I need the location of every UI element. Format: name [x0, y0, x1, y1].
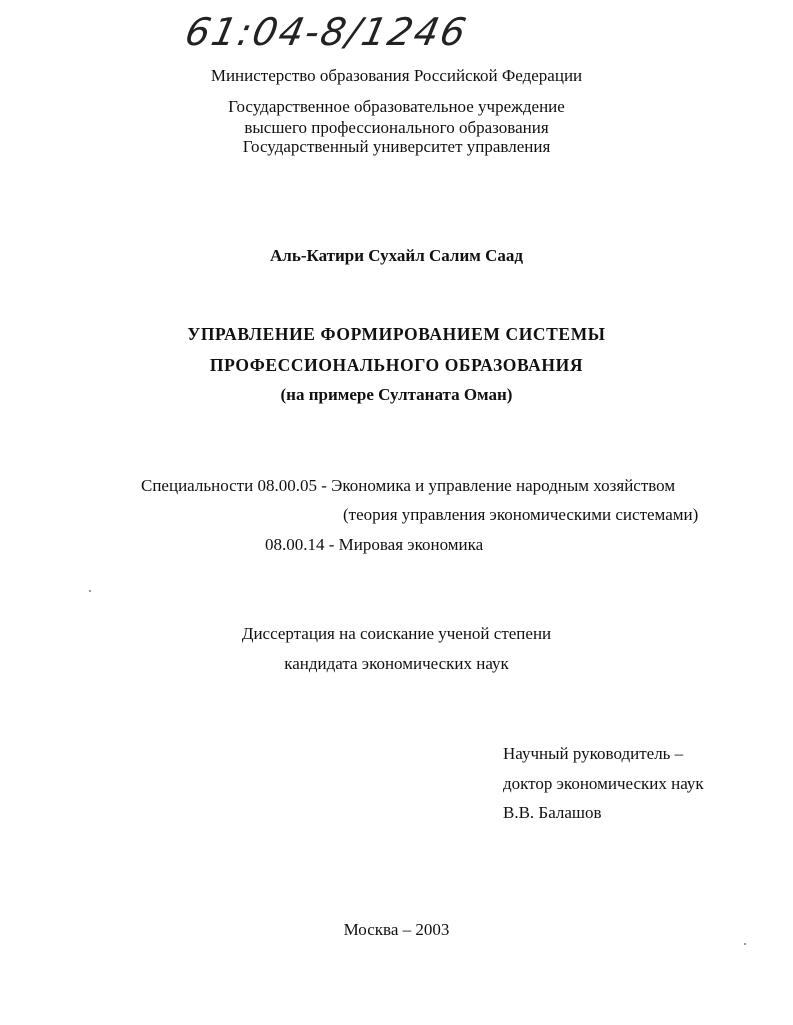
handwritten-archive-mark: 61:04-8/1246	[181, 10, 472, 54]
scan-speck	[89, 590, 91, 592]
title-subtitle: (на примере Султаната Оман)	[280, 385, 513, 404]
title-line-2: ПРОФЕССИОНАЛЬНОГО ОБРАЗОВАНИЯ	[209, 355, 584, 375]
university-name: Государственный университет управления	[242, 137, 551, 156]
degree-line-1: Диссертация на соискание ученой степени	[241, 624, 552, 643]
specialty-line-3: 08.00.14 - Мировая экономика	[265, 535, 484, 554]
institution-line-2: высшего профессионального образования	[244, 118, 549, 137]
degree-line-2: кандидата экономических наук	[284, 654, 509, 673]
supervisor-line-1: Научный руководитель –	[503, 744, 684, 763]
specialty-line-1: Специальности 08.00.05 - Экономика и управление народным хозяйством	[141, 476, 676, 495]
specialty-line-2: (теория управления экономическими системами)	[343, 505, 699, 524]
institution-line-1: Государственное образовательное учреждение	[228, 97, 565, 116]
supervisor-line-2: доктор экономических наук	[503, 774, 704, 793]
ministry-name: Министерство образования Российской Федерации	[210, 66, 583, 85]
scan-speck	[744, 943, 746, 945]
author-name: Аль-Катири Сухайл Салим Саад	[270, 246, 523, 265]
title-line-1: УПРАВЛЕНИЕ ФОРМИРОВАНИЕМ СИСТЕМЫ	[187, 324, 606, 344]
city-year: Москва – 2003	[343, 920, 450, 939]
supervisor-line-3: В.В. Балашов	[503, 803, 602, 822]
